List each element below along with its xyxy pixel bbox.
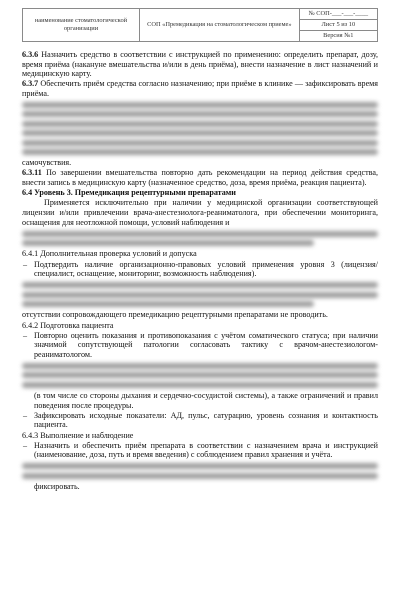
blurred-content	[22, 363, 378, 388]
subsection-6-4-2-title: 6.4.2 Подготовка пациента	[22, 320, 114, 330]
continuation-text: отсутствии сопровождающего премедикацию рецептурными препаратами не проводить.	[22, 310, 328, 320]
blurred-content	[22, 231, 378, 246]
sop-number-cell: № СОП-___-___-____	[299, 9, 377, 20]
blurred-content	[22, 282, 378, 307]
sheet-number-cell: Лист 5 из 10	[299, 20, 377, 31]
list-item: – Назначить и обеспечить приём препарата в соответствии с назначением врача и инструкцией (наименование, доза, путь и время введения) с соблюдением правил хранения и учёта.	[22, 441, 378, 460]
clause-text: Обеспечить приём средства согласно назначению; при приёме в клинике — зафиксировать время приёма.	[22, 79, 379, 98]
sop-title-cell: СОП «Премедикация на стоматологическом приеме»	[139, 9, 299, 42]
continuation-text: фиксировать.	[34, 482, 80, 492]
subsection-6-4-1-title: 6.4.1 Дополнительная проверка условий и допуска	[22, 249, 197, 259]
clause-text: Назначить средство в соответствии с инструкцией по применению: определить препарат, дозу, время приёма (накануне вмешательства и/или в день приёма), внести назначение в лист назначений и медицинскую карту.	[22, 50, 378, 79]
continuation-text: самочувствия.	[22, 158, 72, 168]
clause-number: 6.3.7	[22, 79, 39, 89]
clause-6-3-6	[22, 50, 378, 79]
section-6-4-intro: Применяется исключительно при наличии у медицинской организации соответствующей лицензии и/или привлечении врача-анестезиолога-реаниматолога, при обеспечении мониторинга, оснащения для неотложной помощи, условий наблюдения и	[22, 198, 378, 227]
document-header-table	[22, 8, 378, 42]
list-item: – Подтвердить наличие организационно-правовых условий применения уровня 3 (лицензия/специалист, оснащение, мониторинг, возможность наблюдения).	[22, 260, 378, 279]
clause-6-3-11	[22, 168, 378, 187]
subsection-6-4-3-title: 6.4.3 Выполнение и наблюдение	[22, 430, 134, 440]
document-body	[22, 50, 378, 492]
blurred-content	[22, 463, 378, 478]
clause-number: 6.3.6	[22, 50, 39, 59]
list-item: – Зафиксировать исходные показатели: АД, пульс, сатурацию, уровень сознания и контактность пациента.	[22, 411, 378, 430]
version-cell: Версия №1	[299, 31, 377, 42]
clause-number: 6.3.11	[22, 168, 42, 178]
clause-6-3-7	[22, 79, 378, 98]
list-item: – Повторно оценить показания и противопоказания с учётом соматического статуса; при наличии значимой сопутствующей патологии согласовать тактику с врачом-анестезиологом-реаниматологом.	[22, 331, 378, 360]
section-6-4-heading: 6.4 Уровень 3. Премедикация рецептурными препаратами	[22, 188, 236, 198]
clause-text: По завершении вмешательства повторно дать рекомендации на период действия средства, внести запись в медицинскую карту (назначенное средство, доза, время приёма, реакция пациента).	[22, 168, 378, 188]
continuation-text: (в том числе со стороны дыхания и сердечно-сосудистой системы), а также ограничений и правил поведения после процедуры.	[34, 391, 378, 410]
organization-name-cell: наименование стоматологической организации	[23, 9, 140, 42]
blurred-content	[22, 102, 378, 155]
